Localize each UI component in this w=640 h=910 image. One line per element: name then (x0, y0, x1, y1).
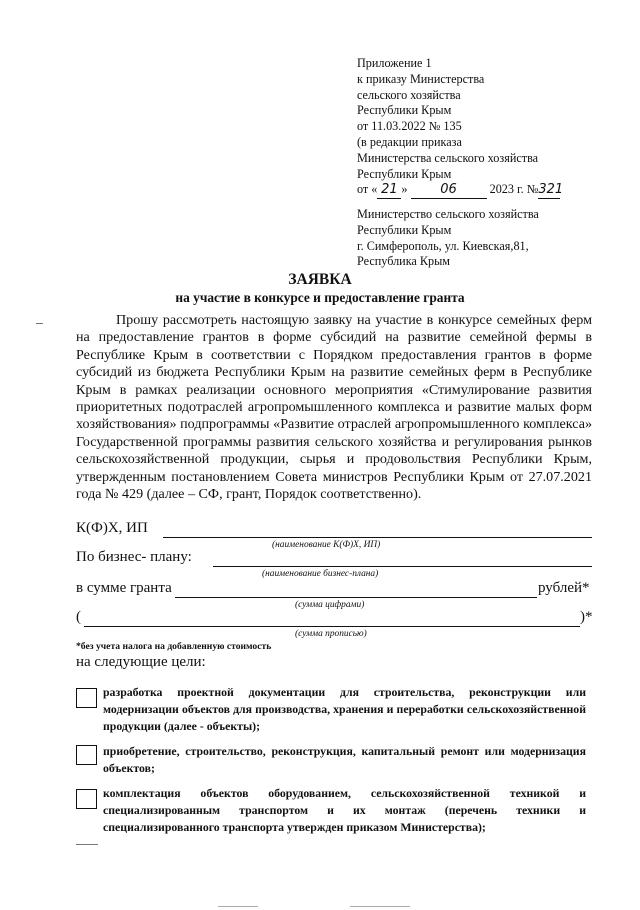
sum-words-input-line[interactable] (84, 626, 580, 627)
grant-sum-input-line[interactable] (175, 597, 537, 598)
goal-3-text: комплектация объектов оборудованием, сельскохозяйственной техникой и специализированным транспортом и их монтаж (перечень техники и специализированного транспорта утвержден приказом Министерства); (103, 786, 586, 834)
appendix-line: сельского хозяйства (357, 87, 461, 102)
handwritten-number: 321 (538, 182, 564, 198)
page-edge-mark (218, 906, 258, 907)
goal-2-text: приобретение, строительство, реконструкция, капитальный ремонт или модернизация объектов; (103, 744, 586, 775)
addressee-block (357, 207, 539, 270)
page-edge-mark (350, 906, 410, 907)
date-year: 2023 г. № (489, 182, 539, 197)
appendix-line: к приказу Министерства (357, 71, 485, 86)
grant-sum-caption: (сумма цифрами) (295, 600, 365, 610)
date-prefix: от « (357, 182, 378, 197)
handwritten-month: 06 (411, 182, 487, 199)
appendix-line: от 11.03.2022 № 135 (357, 119, 462, 134)
goal-1-checkbox[interactable] (76, 688, 97, 708)
business-plan-input-line[interactable] (213, 566, 592, 567)
goal-3-checkbox[interactable] (76, 789, 97, 809)
goal-1-text: разработка проектной документации для строительства, реконструкции или модернизации объектов для производства, хранения и переработки сельскохозяйственной продукции (далее - объекты); (103, 685, 586, 733)
document-subtitle: на участие в конкурсе и предоставление гранта (175, 290, 465, 305)
date-mid: » (401, 182, 408, 197)
kfh-input-line[interactable] (163, 537, 592, 538)
handwritten-day: 21 (377, 182, 401, 199)
sum-words-caption: (сумма прописью) (295, 629, 367, 639)
appendix-line: Приложение 1 (357, 56, 432, 70)
kfh-caption: (наименование К(Ф)Х, ИП) (272, 540, 381, 550)
appendix-header (357, 56, 564, 199)
addressee-line: Министерство сельского хозяйства (357, 207, 539, 221)
kfh-label: К(Ф)Х, ИП (76, 520, 148, 536)
goal-2-checkbox[interactable] (76, 745, 97, 765)
appendix-date-line (357, 182, 564, 199)
appendix-line: Республики Крым (357, 103, 452, 118)
business-plan-caption: (наименование бизнес-плана) (262, 569, 379, 579)
appendix-line: Республики Крым (357, 166, 452, 181)
addressee-line: Республики Крым (357, 222, 452, 237)
request-paragraph: Прошу рассмотреть настоящую заявку на участие в конкурсе семейных ферм на предоставление грантов в форме субсидий на развитие семейной фермы в Республике Крым в соответствии с Порядком предоставления грантов в форме субсидий из бюджета Республики Крым на развитие семейных ферм в Республике Крым в рамках реализации основного мероприятия «Стимулирование развития приоритетных подотраслей агропромышленного комплекса и развитие малых форм хозяйствования» подпрограммы «Развитие отраслей агропромышленного комплекса» Государственной программы развития сельского хозяйства и регулирования рынков сельскохозяйственной продукции, сырья и продовольствия Республики Крым, утвержденным постановлением Совета министров Республики Крым от 27.07.2021 года № 429 (далее – СФ, грант, Порядок соответственно). (76, 312, 592, 503)
appendix-line: (в редакции приказа (357, 134, 462, 149)
grant-sum-label: в сумме гранта (76, 580, 172, 596)
business-plan-label: По бизнес- плану: (76, 549, 192, 565)
bottom-margin-mark (76, 844, 98, 845)
appendix-line: Министерства сельского хозяйства (357, 150, 539, 165)
addressee-line: Республика Крым (357, 254, 451, 269)
addressee-line: г. Симферополь, ул. Киевская,81, (357, 238, 529, 253)
goals-label: на следующие цели: (76, 654, 206, 670)
margin-mark (36, 323, 43, 324)
vat-footnote: *без учета налога на добавленную стоимость (76, 641, 272, 652)
document-title: ЗАЯВКА (288, 271, 352, 288)
sum-words-close-paren: )* (580, 609, 593, 625)
grant-sum-unit: рублей* (538, 580, 590, 596)
sum-words-open-paren: ( (76, 609, 81, 625)
